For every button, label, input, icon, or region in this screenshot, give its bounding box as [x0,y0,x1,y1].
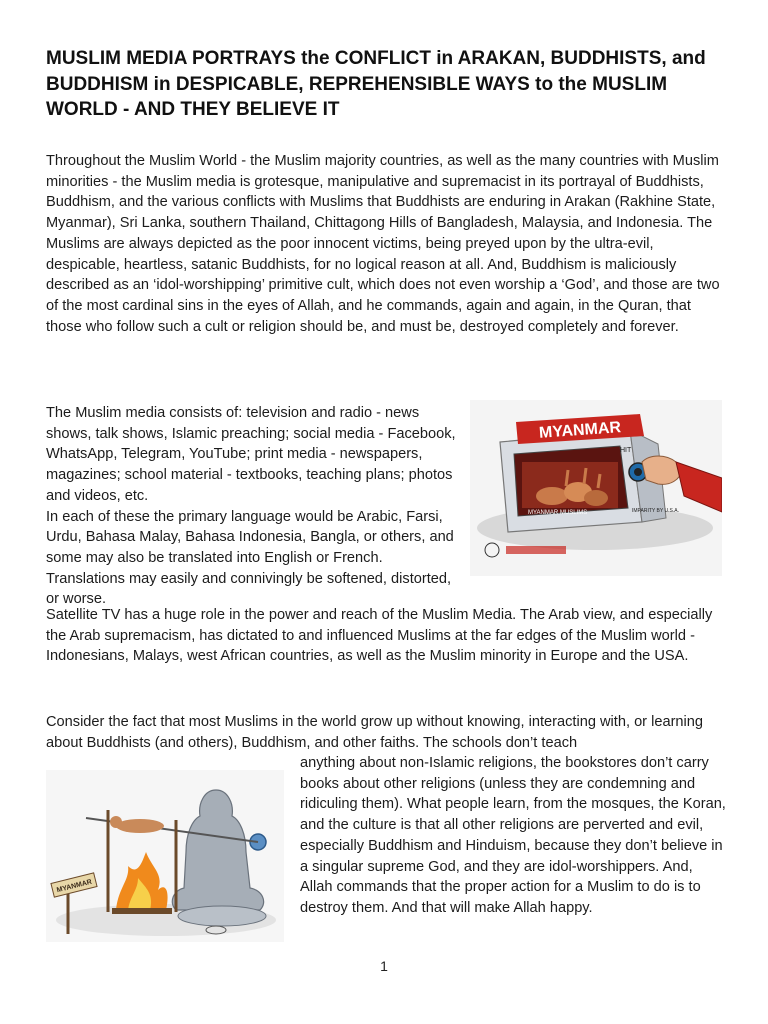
paragraph-text: The Muslim media consists of: television and radio - news shows, talk shows, Islamic preaching; social media - Facebook, WhatsApp, Telegram, YouTube; print media - newspapers, magazines; school material - textbooks, teaching plans; photos and videos, etc. [46,405,456,504]
paragraph-satellite [46,605,726,667]
paragraph-text: anything about non-Islamic religions, the bookstores don’t carry books about other religions (unless they are condemning and ridiculing them). What people learn, from the mosques, the Koran, and the culture is that all other religions are perverted and evil, especially Buddhism and Hinduism, because they don’t believe in a singular supreme God, and they are idol-worshippers. And, Allah commands that the proper action for a Muslim to do is to destroy them. And that will make Allah happy. [300,755,726,916]
page-heading: MUSLIM MEDIA PORTRAYS the CONFLICT in ARAKAN, BUDDHISTS, and BUDDHISM in DESPICABLE, REPREHENSIBLE WAYS to the MUSLIM WORLD - AND THEY BELIEVE IT [46,48,706,120]
cartoon-fire-image [46,770,284,942]
fire-sign-text: MYANMAR [56,878,93,895]
tv-hit-label: HIT [620,447,632,454]
paragraph-media [46,403,456,610]
cartoon-tv-illustration [470,400,722,576]
paragraph-text: Satellite TV has a huge role in the power and reach of the Muslim Media. The Arab view, and especially the Arab supremacism, has dictated to and influenced Muslims at the far edges of the Muslim world - Indonesians, Malays, west African countries, as well as the Muslim minority in Europe and the USA. [46,607,713,665]
paragraph-consider-continued [300,753,728,919]
screen-caption: MYANMAR MUSLIMS [528,510,588,516]
banner-text: MYANMAR [538,419,622,442]
paragraph-text: Throughout the Muslim World - the Muslim majority countries, as well as the many countries with Muslim minorities - the Muslim media is grotesque, manipulative and supremacist in its portrayal of Buddhists, Buddhism, and the various conflicts with Muslims that Buddhists are enduring in Arakan (Rakhine State, Myanmar), Sri Lanka, southern Thailand, Chittagong Hills of Bangladesh, Malaysia, and Indonesia. The Muslims are always depicted as the poor innocent victims, being preyed upon by the ultra-evil, despicable, heartless, satanic Buddhists, for no logical reason at all. And, Buddhism is maliciously described as an ‘idol-worshipping’ primitive cult, which does not even worship a ‘God’, and those are two of the most cardinal sins in the eyes of Allah, and he commands, again and again, in the Quran, that those who follow such a cult or religion should be, and must be, destroyed completely and forever. [46,153,720,335]
paragraph-consider [46,712,726,753]
cartoon-fire-illustration [46,770,284,942]
paragraph-text: Consider the fact that most Muslims in the world grow up without knowing, interacting with, or learning about Buddhists (and others), Buddhism, and other faiths. The schools don’t teach [46,714,704,751]
page-number: 1 [380,958,388,974]
tv-tag: IMPARITY BY U.S.A. [632,508,679,514]
cartoon-tv-image [470,400,722,576]
paragraph-text: In each of these the primary language would be Arabic, Farsi, Urdu, Bahasa Malay, Bahasa Indonesia, Bangla, or others, and some may also be translated into English or French. Translations may easily and connivingly be softened, distorted, or worse. [46,508,454,608]
paragraph-intro [46,151,726,337]
